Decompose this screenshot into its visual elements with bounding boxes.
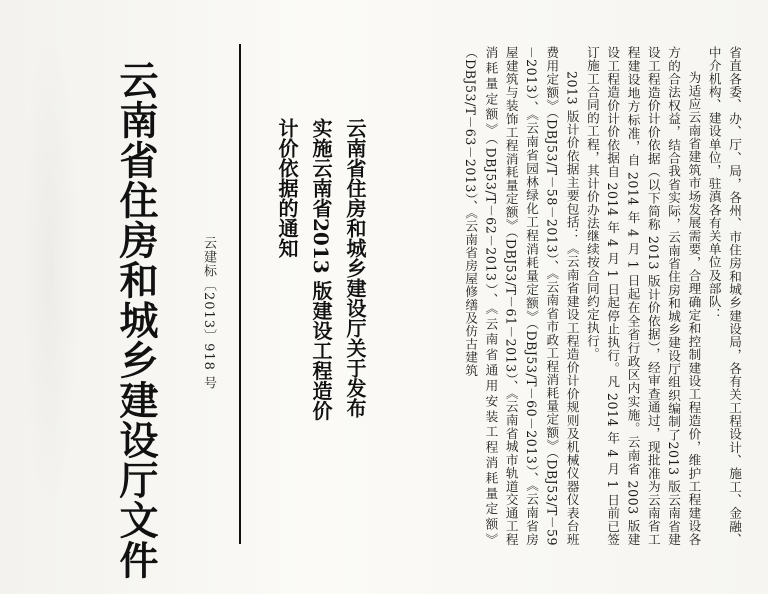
- paper-shadow: [20, 20, 80, 520]
- agency-title: 云南省住房和城乡建设厅文件: [113, 60, 159, 580]
- notice-body: [384, 46, 744, 546]
- body-paragraph-addressees: 省直各委、办、厅、局，各州、市住房和城乡建设局，各有关工程设计、施工、金融、中介机构、建设单位，驻滇各有关单位及部队：: [706, 46, 742, 546]
- notice-title: [262, 118, 372, 478]
- body-paragraph-contents: 2013 版计价依据主要包括：《云南省建设工程造价计价规则及机械仪器仪表台班费用定额》（DBJ53/T－58－2013）、《云南省市政工程消耗量定额》（DBJ53/T－59－2013）、《云南省园林绿化工程消耗量定额》（DBJ53/T－60－2013）、《云南省房屋建筑与装饰工程消耗量定额》（DBJ53/T－61－2013）、《云南省城市轨道交通工程消耗量定额》（DBJ53/T－62－2013）、《云南省通用安装工程消耗量定额》（DBJ53/T－63－2013）、《云南省房屋修缮及仿古建筑: [463, 46, 580, 546]
- body-paragraph-purpose: 为适应云南省建筑市场发展需要，合理确定和控制建设工程造价，维护工程建设各方的合法权益，结合我省实际，云南省住房和城乡建设厅组织编制了2013 版云南省建设工程造价计价依据（以下简称 2013 版计价依据），经审查通过，现批准为云南省工程建设地方标准，自 2014 年 4 月 1 日起在全省行政区内实施。云南省 2003 版建设工程造价计价依据自 2014 年 4 月 1 日起停止执行。凡 2014 年 4 月 1 日前已签订施工合同的工程，其计价办法继续按合同约定执行。: [584, 46, 702, 546]
- notice-title-line: 实施云南省2013 版建设工程造价: [309, 118, 333, 421]
- title-divider-line: [239, 44, 241, 544]
- notice-title-line: 计价依据的通知: [275, 118, 299, 258]
- document-number: 云建标〔2013〕918 号: [201, 236, 216, 391]
- notice-title-line: 云南省住房和城乡建设厅关于发布: [343, 118, 367, 418]
